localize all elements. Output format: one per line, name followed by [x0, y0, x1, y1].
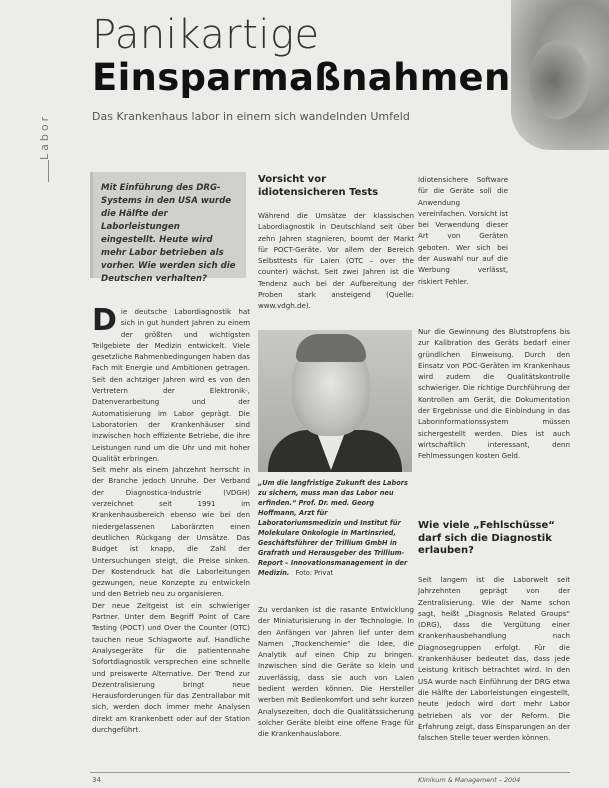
heading-fehlschuesse: Wie viele „Fehlschüsse“ darf sich die Diagnostik erlauben? — [418, 520, 555, 556]
article-title-line2: Einsparmaßnahmen — [92, 56, 511, 99]
caption-credit: Foto: Privat — [295, 569, 334, 577]
right-paragraph-top: Idiotensichere Software für die Geräte soll die Anwendung vereinfachen. Vorsicht ist bei Verwendung dieser Art von Geräten geboten. Wer sich bei der Auswahl nur auf die Werbung verlässt, riskiert Fehler. — [418, 175, 508, 286]
left-column — [92, 303, 250, 735]
page-number: 34 — [92, 776, 101, 784]
heading-vorsicht: Vorsicht vor idiotensicheren Tests — [258, 174, 379, 198]
callout-box — [90, 172, 246, 284]
section-rule — [48, 160, 49, 182]
corner-photo — [511, 0, 609, 150]
article-title-line1: Panikartige — [92, 12, 320, 58]
section-label: Labor — [38, 113, 51, 160]
callout-text: Mit Einführung des DRG-Systems in den USA wurde die Hälfte der Laborleistungen eingestellt. Heute wird mehr Labor betrieben als vorher. Wie werden sich die Deutschen verhalten? — [101, 183, 236, 284]
left-paragraph-1: ie deutsche Labordiagnostik hat sich in gut hundert Jahren zu einem der größten und wichtigsten Teilgebiete der Medizin entwickelt. Viele gesetzliche Rahmenbedingungen haben das Fach mit Energie und Ambitionen getragen. Seit den achtziger Jahren wird es von den Vertretern der Elektronik-, Datenverarbeitung und der Automatisierung im Labor geprägt. Die Laboratorien der Krankenhäuser sind inzwischen hoch effiziente Betriebe, die ihre Leistungen rund um die Uhr und mit hoher Qualität erbringen. — [92, 307, 250, 463]
article-subtitle: Das Krankenhaus labor in einem sich wandelnden Umfeld — [92, 110, 410, 123]
dropcap: D — [92, 303, 117, 338]
right-paragraph-wide: Nur die Gewinnung des Blutstropfens bis zur Kalibration des Geräts bedarf einer gründlichen Einweisung. Durch den Einsatz von POC-Geräten im Krankenhaus wird zudem die Qualitätskontrolle schwieriger. Die richtige Durchführung der Kontrollen am Gerät, die Dokumentation der Ergebnisse und die Einbindung in das Laborinformationssystem müssen sichergestellt werden. Dies ist auch wirtschaftlich interessant, denn Fehlmessungen kosten Geld. — [418, 327, 570, 461]
footer-rule — [90, 772, 570, 773]
portrait-hair — [296, 334, 366, 362]
right-paragraph-bottom: Seit langem ist die Laborwelt seit Jahrzehnten geprägt von der Zentralisierung. Wie der Name schon sagt, heißt „Diagnosis Related Groups“ (DRG), dass die Vergütung einer Krankenhausbehandlung nach Diagnosegruppen erfolgt. Für die Krankenhäuser bedeutet das, dass jede Leistung kritisch betrachtet wird. In den USA wurde nach Einführung der DRG etwa die Hälfte der Laborleistungen eingestellt, heute jedoch wird dort mehr Labor betrieben als vor der Reform. Die Erfahrung zeigt, dass Einsparungen an der falschen Stelle teuer werden können. — [418, 575, 570, 743]
left-paragraph-2: Seit mehr als einem Jahrzehnt herrscht in der Branche jedoch Unruhe. Der Verband der Diagnostica-Industrie (VDGH) verzeichnet seit 1991 im Krankenhausbereich ebenso wie bei den niedergelassenen Laborärzten einen deutlichen Rückgang der Umsätze. Das Budget ist knapp, die Zahl der Untersuchungen steigt, die Preise sinken. Der Kostendruck hat die Laborleitungen gezwungen, neue Konzepte zu entwickeln und den Betrieb neu zu organisieren. — [92, 465, 250, 599]
photo-leaf-shape — [529, 40, 589, 120]
left-paragraph-3: Der neue Zeitgeist ist ein schwieriger Partner. Unter dem Begriff Point of Care Testing (POCT) und Over the Counter (OTC) tauchen neue Schlagworte auf. Handliche Analysegeräte für die patientennahe Sofortdiagnostik versprechen eine schnelle und preiswerte Alternative. Der Trend zur Dezentralisierung bringt neue Herausforderungen für das Zentrallabor mit sich, werden doch immer mehr Analysen direkt am Krankenbett oder auf der Station durchgeführt. — [92, 600, 250, 734]
caption-text: „Um die langfristige Zukunft des Labors zu sichern, muss man das Labor neu erfinden.“ Prof. Dr. med. Georg Hoffmann, Arzt für Laboratoriumsmedizin und Institut für Molekulare Onkologie in Martinsried, Geschäftsführer der Trillium GmbH in Grafrath und Herausgeber des Trillium-Report – Innovationsmanagement in der Medizin. — [258, 479, 408, 577]
portrait-caption — [258, 478, 412, 578]
portrait-photo — [258, 330, 412, 472]
middle-paragraph-top: Während die Umsätze der klassischen Labordiagnostik in Deutschland seit über zehn Jahren stagnieren, boomt der Markt für POCT-Geräte. Vor allem der Bereich Selbsttests für Laien (OTC – over the counter) wächst. Seit zwei Jahren ist die Tendenz auch bei der Aufbereitung der Proben stark ansteigend (Quelle: www.vdgh.de). — [258, 211, 414, 311]
middle-paragraph-bottom: Zu verdanken ist die rasante Entwicklung der Miniaturisierung in der Technologie. In den Anfängen vor Jahren lief unter dem Namen „Trockenchemie“ die Idee, die Analytik auf einen Chip zu bringen. Inzwischen sind die Geräte so klein und zuverlässig, dass sie auch von Laien bedient werden können. Die Hersteller werben mit Bedienkomfort und sehr kurzen Analysezeiten, doch die Qualitätssicherung solcher Geräte bleibt eine offene Frage für die Krankenhauslabore. — [258, 605, 414, 739]
journal-footer: Klinikum & Management – 2004 — [418, 776, 521, 784]
